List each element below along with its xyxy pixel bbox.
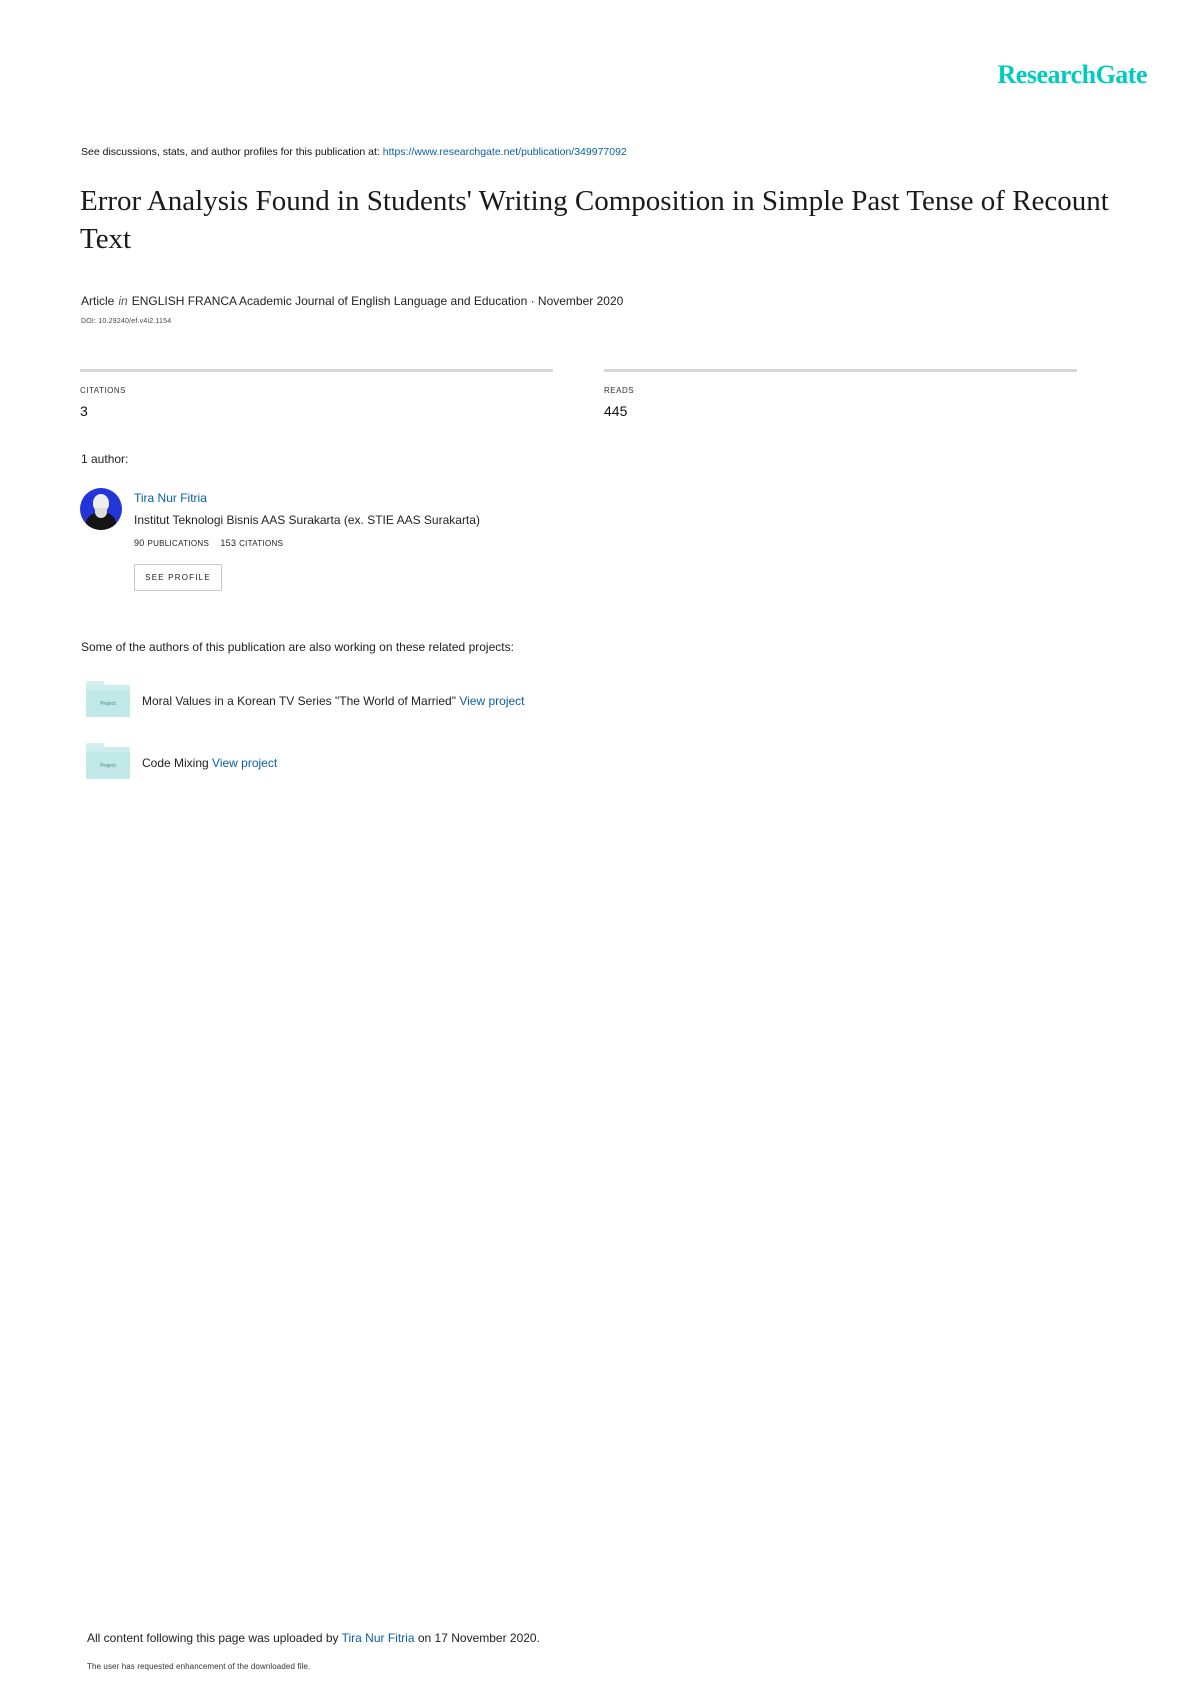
see-discussions-line (81, 146, 627, 158)
in-label: in (118, 294, 128, 308)
author-institution: Institut Teknologi Bisnis AAS Surakarta (ex. STIE AAS Surakarta) (134, 513, 480, 527)
author-stats (134, 538, 283, 548)
project-item (86, 743, 786, 783)
publication-link[interactable]: https://www.researchgate.net/publication/349977092 (382, 146, 627, 158)
article-title: Error Analysis Found in Students' Writing Composition in Simple Past Tense of Recount Text (80, 185, 1109, 255)
project-title: Moral Values in a Korean TV Series "The World of Married" (142, 694, 456, 708)
article-doi: DOI: 10.29240/ef.v4i2.1154 (81, 318, 172, 325)
author-card (80, 488, 680, 598)
uploaded-by-line (87, 1631, 540, 1645)
citations-stat (80, 369, 553, 419)
view-project-link[interactable]: View project (459, 694, 525, 708)
reads-label: READS (604, 386, 635, 395)
author-avatar[interactable] (80, 488, 122, 530)
project-folder-label: Project (100, 701, 116, 707)
see-discussions-text: See discussions, stats, and author profiles for this publication at: (81, 146, 380, 158)
author-name-link[interactable]: Tira Nur Fitria (134, 491, 207, 505)
project-text (142, 694, 525, 708)
project-text (142, 756, 277, 770)
author-publications-count: 90 (134, 538, 145, 548)
uploader-link[interactable]: Tira Nur Fitria (341, 1631, 415, 1645)
reads-value: 445 (604, 403, 628, 419)
authors-count: 1 author: (81, 452, 129, 466)
researchgate-logo[interactable]: ResearchGate (997, 60, 1147, 89)
uploaded-suffix: on 17 November 2020. (417, 1631, 540, 1645)
citations-value: 3 (80, 403, 88, 419)
see-profile-button[interactable]: SEE PROFILE (134, 564, 222, 591)
author-citations-label: CITATIONS (239, 539, 284, 548)
project-folder-icon (86, 743, 130, 779)
project-item (86, 681, 786, 721)
author-citations-count: 153 (220, 538, 237, 548)
project-folder-label: Project (100, 763, 116, 769)
project-folder-icon (86, 681, 130, 717)
author-publications-label: PUBLICATIONS (147, 539, 210, 548)
view-project-link[interactable]: View project (212, 756, 278, 770)
reads-stat (604, 369, 1077, 419)
citations-label: CITATIONS (80, 386, 126, 395)
project-title: Code Mixing (142, 756, 209, 770)
related-projects-intro: Some of the authors of this publication are also working on these related projects: (81, 640, 514, 654)
article-meta (81, 294, 623, 308)
journal-and-date: ENGLISH FRANCA Academic Journal of English Language and Education · November 2020 (131, 294, 624, 308)
uploaded-prefix: All content following this page was uploaded by (87, 1631, 339, 1645)
article-type: Article (81, 294, 115, 308)
enhancement-note: The user has requested enhancement of the downloaded file. (87, 1662, 311, 1671)
